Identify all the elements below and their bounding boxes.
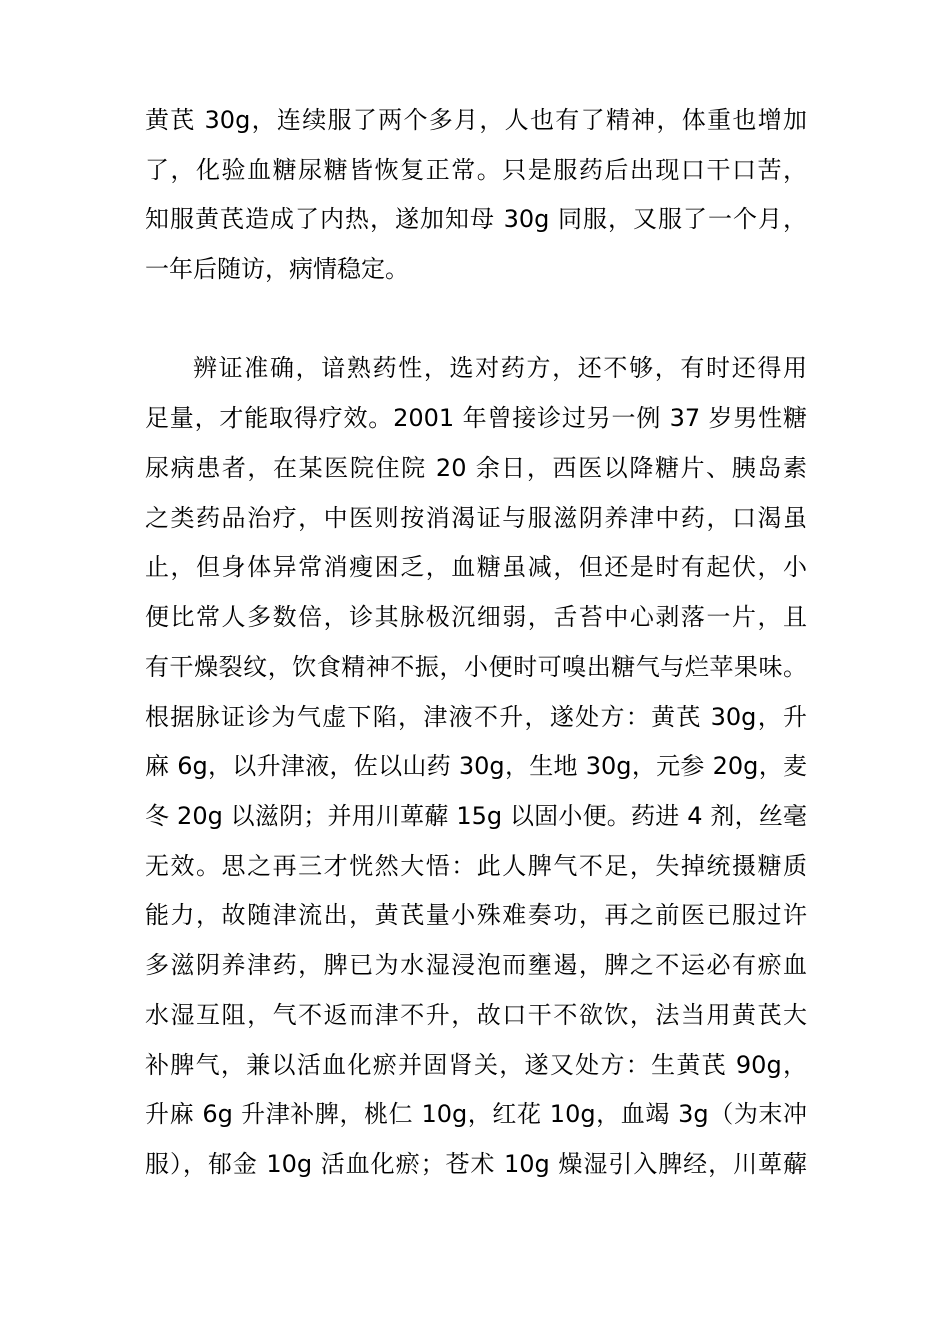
paragraph-2-line-11: 无效。思之再三才恍然大悟：此人脾气不足，失掉统摄糖质 bbox=[145, 852, 807, 880]
paragraph-1-line-4: 一年后随访，病情稳定。 bbox=[145, 255, 409, 283]
paragraph-2-line-10: 冬 20g 以滋阴；并用川萆薢 15g 以固小便。药进 4 剂，丝毫 bbox=[145, 802, 807, 830]
paragraph-2-line-13: 多滋阴养津药，脾已为水湿浸泡而壅遏，脾之不运必有瘀血 bbox=[145, 951, 807, 979]
paragraph-2-line-12: 能力，故随津流出，黄芪量小殊难奏功，再之前医已服过许 bbox=[145, 901, 807, 929]
paragraph-2-line-9: 麻 6g，以升津液，佐以山药 30g，生地 30g，元参 20g，麦 bbox=[145, 752, 807, 780]
paragraph-2-line-16: 升麻 6g 升津补脾，桃仁 10g，红花 10g，血竭 3g（为末冲 bbox=[145, 1100, 807, 1128]
paragraph-2-line-4: 之类药品治疗，中医则按消渴证与服滋阴养津中药，口渴虽 bbox=[145, 504, 807, 532]
paragraph-2-line-2: 足量，才能取得疗效。2001 年曾接诊过另一例 37 岁男性糖 bbox=[145, 404, 807, 432]
paragraph-2-line-7: 有干燥裂纹，饮食精神不振，小便时可嗅出糖气与烂苹果味。 bbox=[145, 653, 807, 681]
paragraph-1-line-1: 黄芪 30g，连续服了两个多月，人也有了精神，体重也增加 bbox=[145, 106, 807, 134]
paragraph-2-line-5: 止，但身体异常消瘦困乏，血糖虽减，但还是时有起伏，小 bbox=[145, 553, 807, 581]
paragraph-1-line-3: 知服黄芪造成了内热，遂加知母 30g 同服，又服了一个月， bbox=[145, 205, 807, 233]
paragraph-2-line-17: 服），郁金 10g 活血化瘀；苍术 10g 燥湿引入脾经，川萆薢 bbox=[145, 1150, 807, 1178]
paragraph-2-line-8: 根据脉证诊为气虚下陷，津液不升，遂处方：黄芪 30g，升 bbox=[145, 703, 807, 731]
paragraph-2-line-1: 辨证准确，谙熟药性，选对药方，还不够，有时还得用 bbox=[193, 354, 807, 382]
paragraph-2-line-3: 尿病患者，在某医院住院 20 余日，西医以降糖片、胰岛素 bbox=[145, 454, 807, 482]
paragraph-2-line-6: 便比常人多数倍，诊其脉极沉细弱，舌苔中心剥落一片，且 bbox=[145, 603, 807, 631]
paragraph-2-line-14: 水湿互阻，气不返而津不升，故口干不欲饮，法当用黄芪大 bbox=[145, 1001, 807, 1029]
paragraph-2-line-15: 补脾气，兼以活血化瘀并固肾关，遂又处方：生黄芪 90g， bbox=[145, 1051, 807, 1079]
paragraph-1-line-2: 了，化验血糖尿糖皆恢复正常。只是服药后出现口干口苦， bbox=[145, 156, 807, 184]
